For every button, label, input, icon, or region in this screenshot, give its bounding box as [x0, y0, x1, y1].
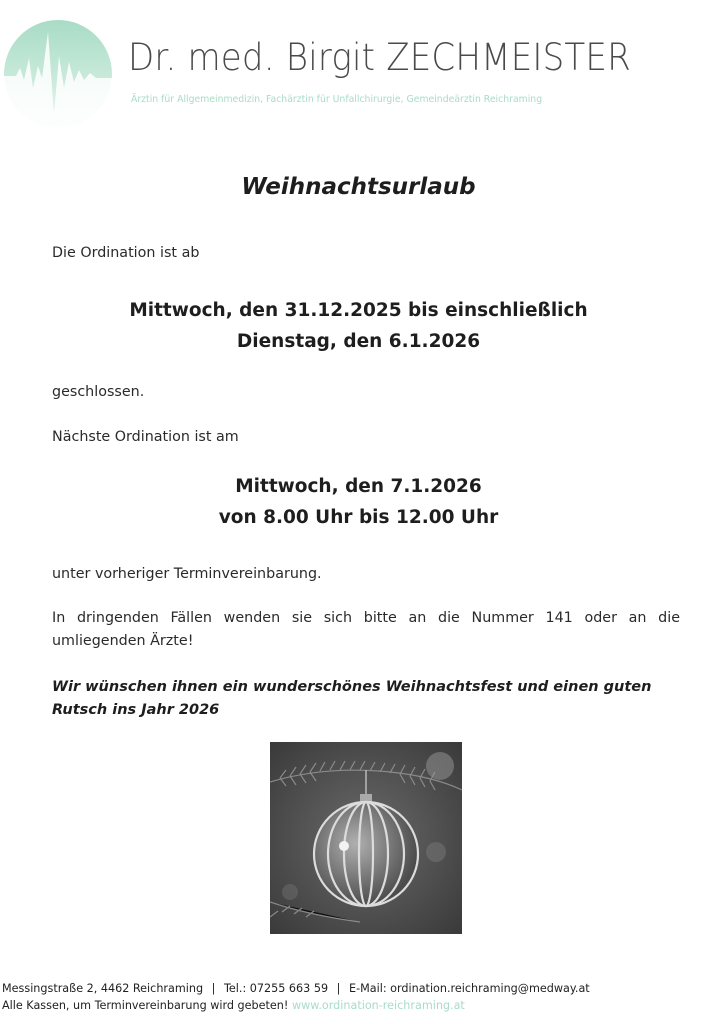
next-hours: von 8.00 Uhr bis 12.00 Uhr — [218, 507, 499, 528]
closed-text: geschlossen. — [52, 384, 145, 400]
appointment-text: unter vorheriger Terminvereinbarung. — [52, 566, 322, 582]
closed-from-date: Mittwoch, den 31.12.2025 bis einschließlich — [129, 300, 588, 321]
heartbeat-logo-icon — [2, 18, 114, 130]
footer-note-line — [2, 999, 465, 1012]
next-intro-text: Nächste Ordination ist am — [52, 429, 239, 445]
page-title: Weihnachtsurlaub — [241, 174, 476, 200]
footer-contact-line: Messingstraße 2, 4462 Reichraming | Tel.: 07255 663 59 | E-Mail: ordination.reichraming@medway.at — [2, 982, 590, 995]
christmas-bauble-photo — [270, 742, 462, 934]
footer-note: Alle Kassen, um Terminvereinbarung wird gebeten! — [2, 999, 289, 1012]
footer-address: Messingstraße 2, 4462 Reichraming — [2, 982, 204, 995]
doctor-subtitle: Ärztin für Allgemeinmedizin, Fachärztin für Unfallchirurgie, Gemeindeärztin Reichraming — [131, 94, 543, 105]
urgent-text: In dringenden Fällen wenden sie sich bitte an die Nummer 141 oder an die umliegenden Ärzte! — [52, 610, 680, 649]
closed-until-date: Dienstag, den 6.1.2026 — [236, 331, 481, 352]
next-date: Mittwoch, den 7.1.2026 — [235, 476, 482, 497]
intro-text: Die Ordination ist ab — [52, 245, 200, 261]
footer-website: www.ordination-reichraming.at — [291, 999, 465, 1012]
wish-text: Wir wünschen ihnen ein wunderschönes Weihnachtsfest und einen guten Rutsch ins Jahr 2026 — [52, 679, 652, 718]
footer-email: E-Mail: ordination.reichraming@medway.at — [349, 982, 590, 995]
doctor-name: Dr. med. Birgit ZECHMEISTER — [128, 36, 631, 79]
footer-phone: Tel.: 07255 663 59 — [223, 982, 329, 995]
